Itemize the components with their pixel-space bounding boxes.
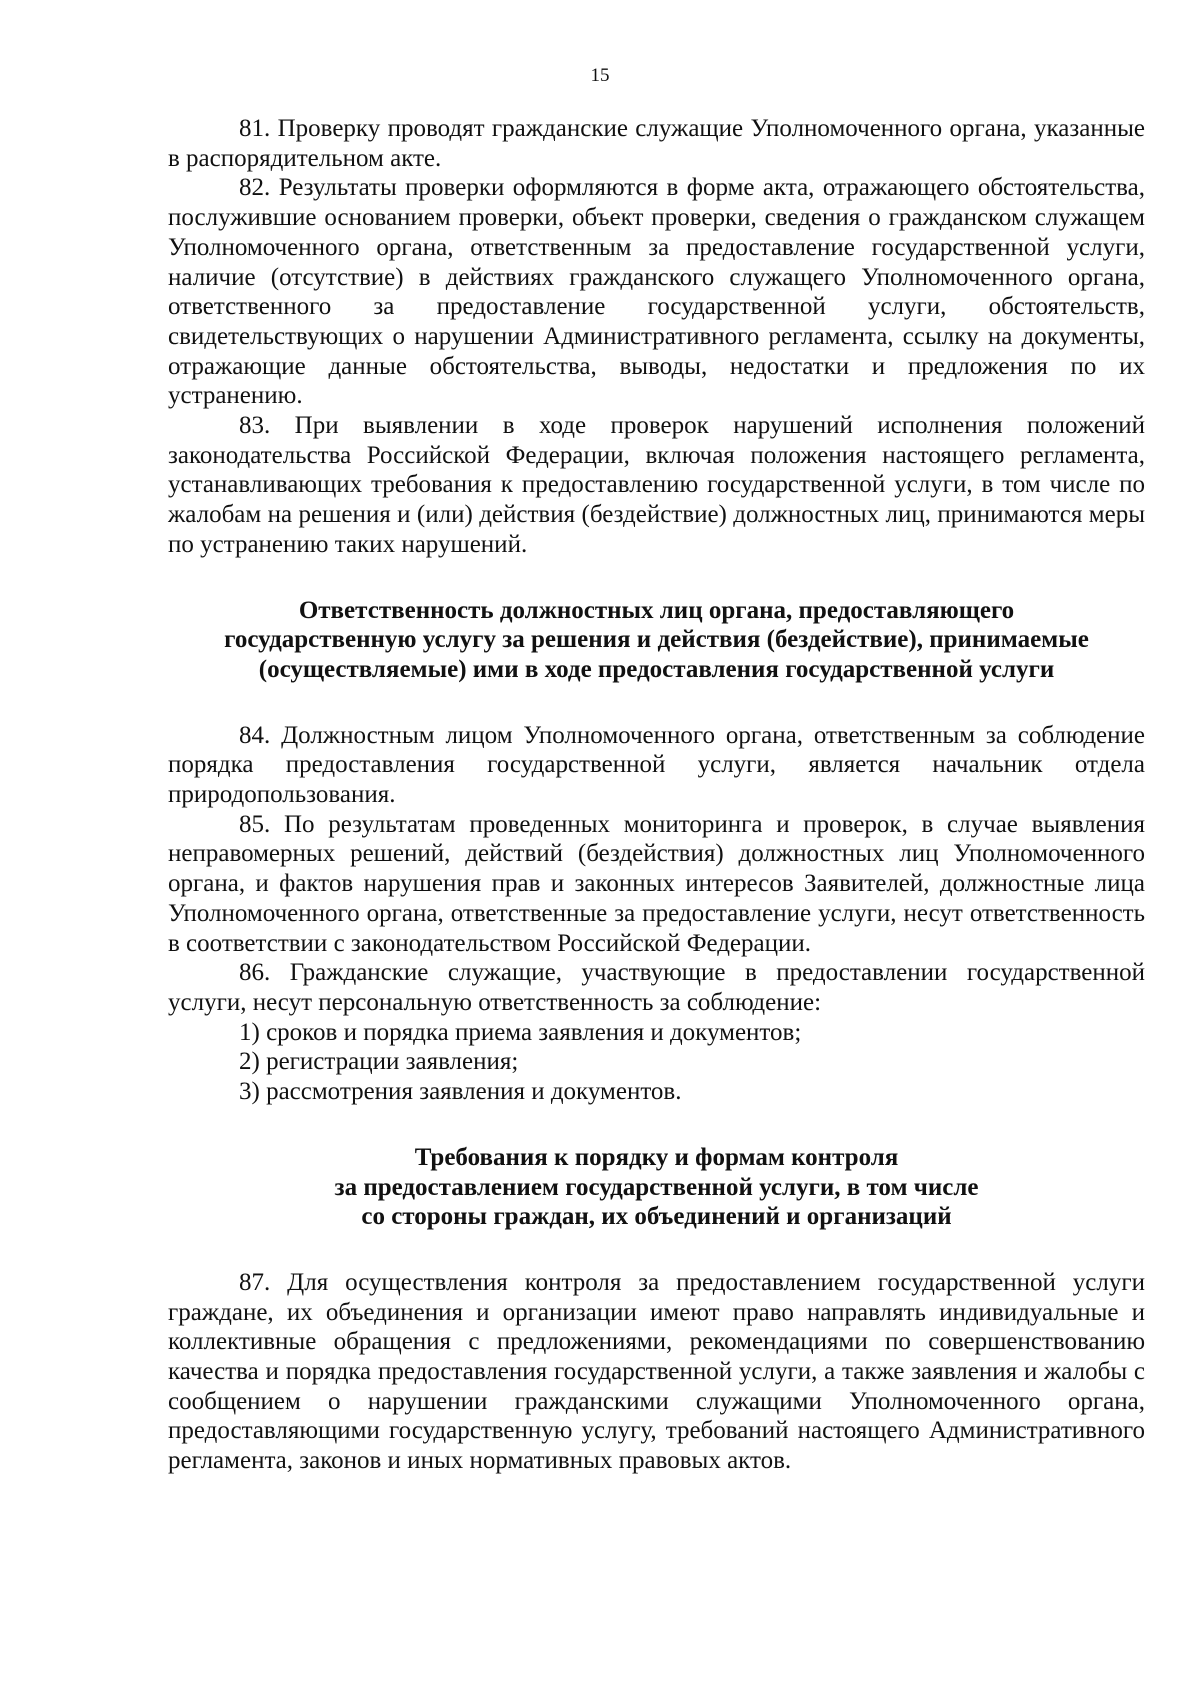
list-item: 1) сроков и порядка приема заявления и документов; xyxy=(239,1018,802,1046)
heading-line: за предоставлением государственной услуги, в том числе xyxy=(334,1173,979,1201)
heading-line: со стороны граждан, их объединений и организаций xyxy=(361,1203,952,1231)
paragraph-84: 84. Должностным лицом Уполномоченного органа, ответственным за соблюдение порядка предоставления государственной услуги, является начальник отдела природопользования. xyxy=(168,721,1145,809)
section-heading-control-requirements xyxy=(168,1143,1145,1232)
heading-line: (осуществляемые) ими в ходе предоставления государственной услуги xyxy=(258,655,1055,683)
document-body xyxy=(168,114,1145,1476)
page-number: 15 xyxy=(590,65,610,86)
list-item: 2) регистрации заявления; xyxy=(239,1048,519,1076)
heading-line: Ответственность должностных лиц органа, предоставляющего xyxy=(298,596,1015,624)
paragraph-85: 85. По результатам проведенных мониторинга и проверок, в случае выявления неправомерных решений, действий (бездействия) должностных лиц Уполномоченного органа, и фактов нарушения прав и законных интересов Заявителей, должностные лица Уполномоченного органа, ответственные за предоставление услуги, несут ответственность в соответствии с законодательством Российской Федерации. xyxy=(168,810,1145,957)
paragraph-81: 81. Проверку проводят гражданские служащие Уполномоченного органа, указанные в распорядительном акте. xyxy=(168,115,1145,172)
section-heading-responsibility xyxy=(168,596,1145,685)
list-item: 3) рассмотрения заявления и документов. xyxy=(239,1078,682,1106)
paragraph-86: 86. Гражданские служащие, участвующие в предоставлении государственной услуги, несут персональную ответственность за соблюдение: xyxy=(168,959,1145,1016)
heading-line: государственную услугу за решения и действия (бездействие), принимаемые xyxy=(224,626,1089,654)
heading-line: Требования к порядку и формам контроля xyxy=(414,1143,899,1171)
paragraph-82: 82. Результаты проверки оформляются в форме акта, отражающего обстоятельства, послужившие основанием проверки, объект проверки, сведения о гражданском служащем Уполномоченного органа, ответственным за предоставление государственной услуги, наличие (отсутствие) в действиях гражданского служащего Уполномоченного органа, ответственного за предоставление государственной услуги, обстоятельств, свидетельствующих о нарушении Административного регламента, ссылку на документы, отражающие данные обстоятельства, выводы, недостатки и предложения по их устранению. xyxy=(168,174,1145,410)
paragraph-87: 87. Для осуществления контроля за предоставлением государственной услуги граждане, их объединения и организации имеют право направлять индивидуальные и коллективные обращения с предложениями, рекомендациями по совершенствованию качества и порядка предоставления государственной услуги, а также заявления и жалобы с сообщением о нарушении гражданскими служащими Уполномоченного органа, предоставляющими государственную услугу, требований настоящего Административного регламента, законов и иных нормативных правовых актов. xyxy=(168,1268,1145,1475)
paragraph-83: 83. При выявлении в ходе проверок нарушений исполнения положений законодательства Российской Федерации, включая положения настоящего регламента, устанавливающих требования к предоставлению государственной услуги, в том числе по жалобам на решения и (или) действия (бездействие) должностных лиц, принимаются меры по устранению таких нарушений. xyxy=(168,412,1145,558)
